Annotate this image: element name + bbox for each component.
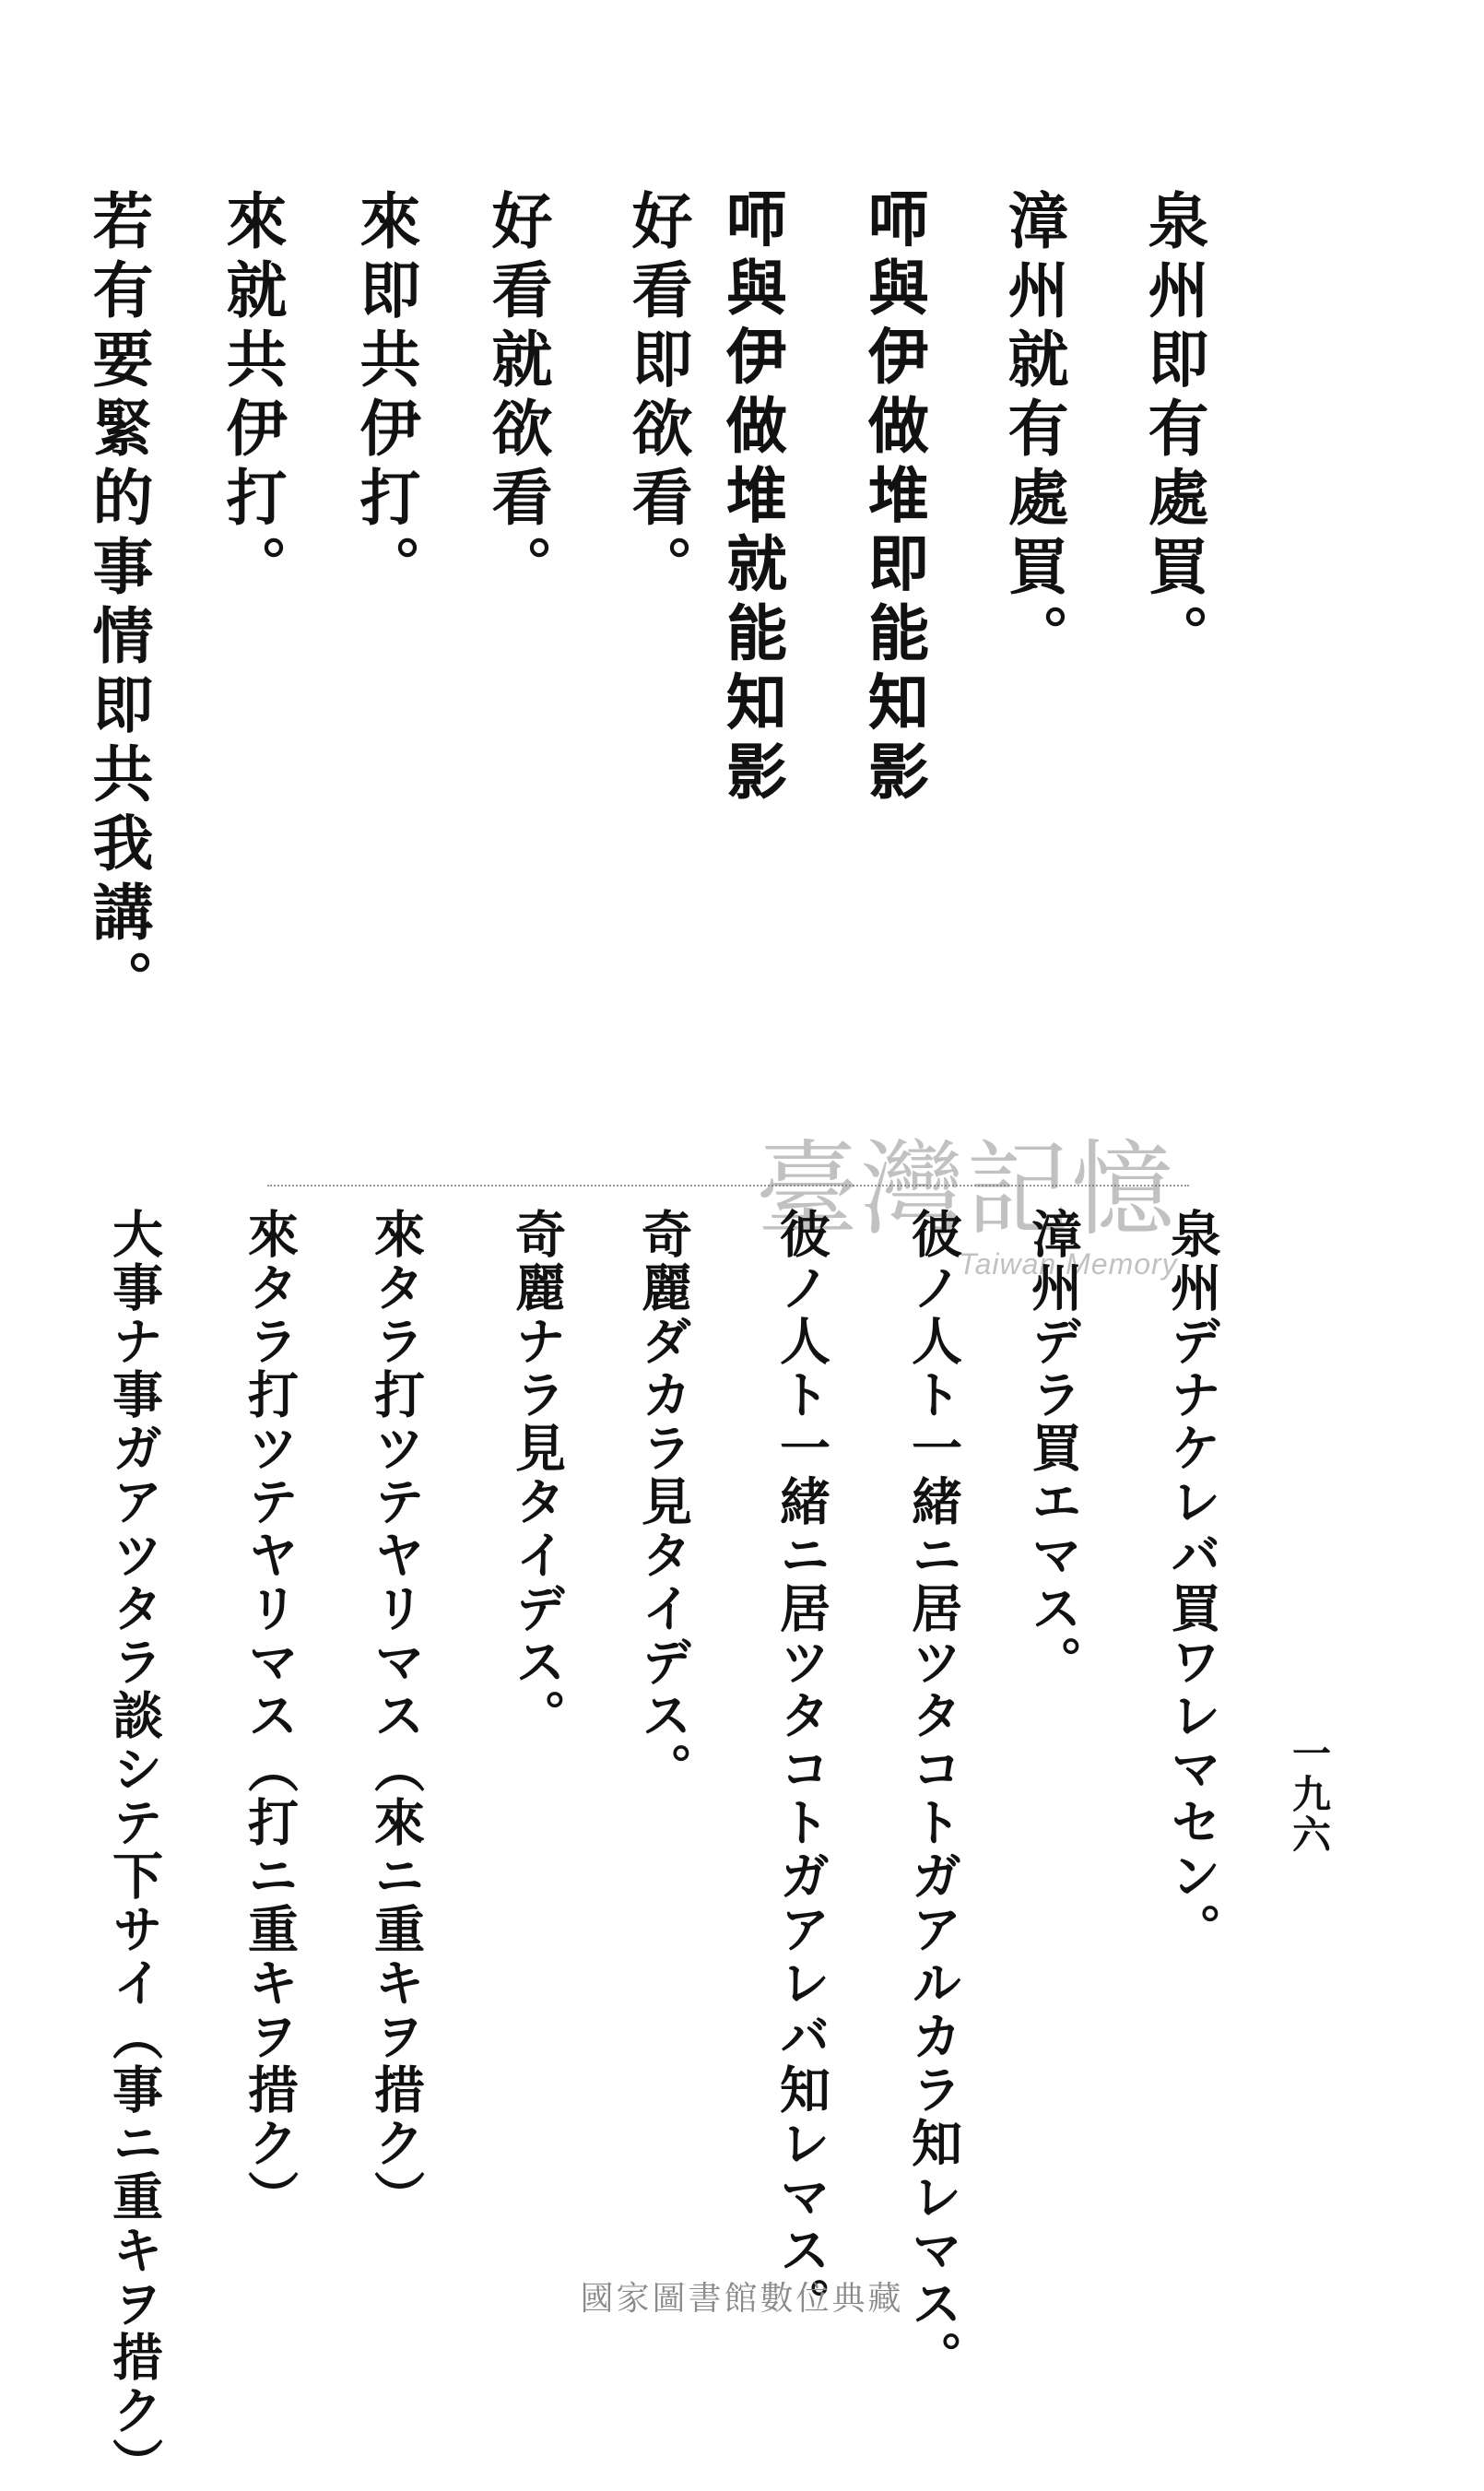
page-number: 一九六 — [1287, 1733, 1332, 1855]
text-column: 來就共伊打。 — [216, 189, 288, 604]
translation-column: 泉州デナケレバ買ワレマセン。 — [1162, 1208, 1222, 1956]
translation-column: 漳州デラ買エマス。 — [1023, 1208, 1083, 1689]
watermark-subtitle: Taiwan Memory — [959, 1247, 1178, 1281]
translation-column: 大事ナ事ガアツタラ談シテ下サイ（事ニ重キヲ措ク） — [104, 1208, 164, 2491]
text-column: 好看即欲看。 — [621, 189, 693, 604]
text-column: 𠯗與伊做堆即能知影 — [861, 189, 933, 811]
text-column: 泉州即有處買。 — [1137, 189, 1209, 673]
translation-column: 彼ノ人ト一緒ニ居ツタコトガアルカラ知レマス。 — [903, 1208, 963, 2384]
text-column: 好看就欲看。 — [481, 189, 553, 604]
translation-column: 來タラ打ツテヤリマス（打ニ重キヲ措ク） — [240, 1208, 300, 2224]
translation-column: 來タラ打ツテヤリマス（來ニ重キヲ措ク） — [366, 1208, 426, 2224]
text-column: 漳州就有處買。 — [997, 189, 1069, 673]
translation-column: 彼ノ人ト一緒ニ居ツタコトガアレバ知レマス。 — [771, 1208, 831, 2331]
watermark-logo: 臺灣記憶 — [756, 1130, 1176, 1250]
translation-column: 奇麗ナラ見タイデス。 — [507, 1208, 567, 1742]
footer-credit: 國家圖書館數位典藏 — [580, 2280, 904, 2318]
text-column: 若有要緊的事情即共我講。 — [82, 189, 154, 1019]
translation-column: 奇麗ダカラ見タイデス。 — [633, 1208, 693, 1796]
text-column: 𠯗與伊做堆就能知影 — [719, 189, 791, 811]
text-column: 來即共伊打。 — [349, 189, 421, 604]
